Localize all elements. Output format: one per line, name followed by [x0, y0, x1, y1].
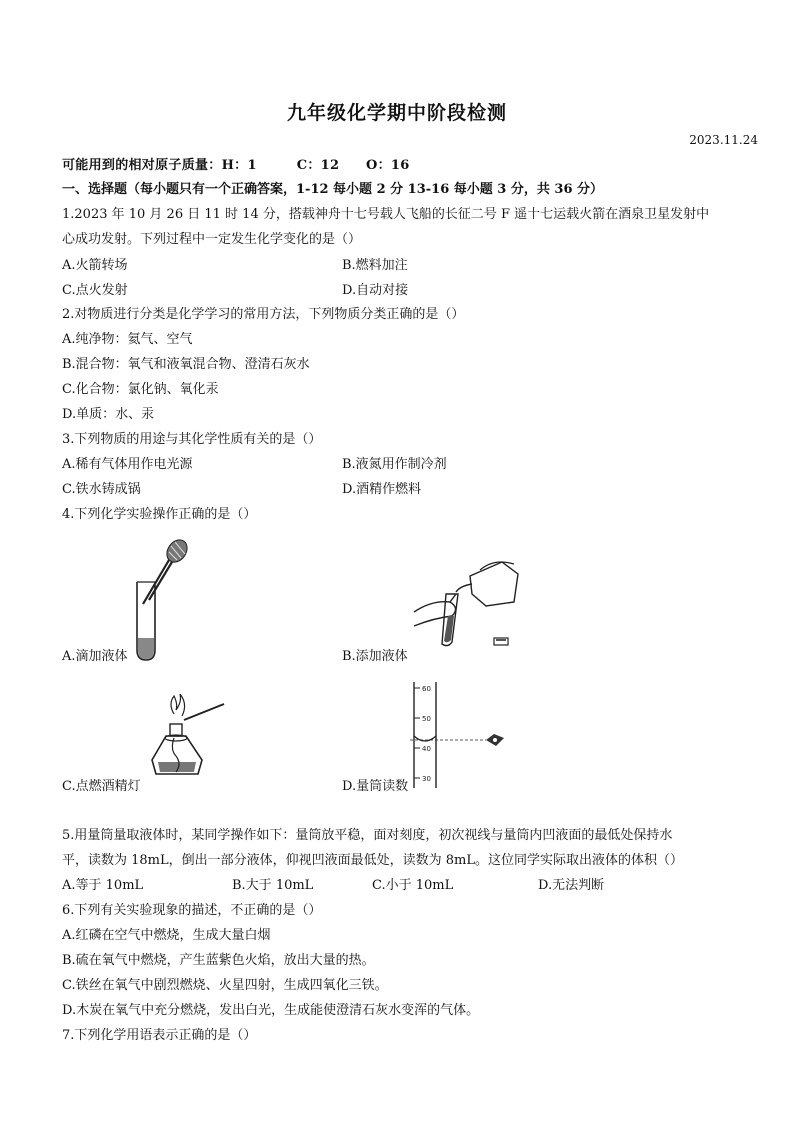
exam-date: 2023.11.24	[689, 133, 758, 147]
scale-label-60: 60	[422, 685, 431, 693]
q1-options-row1	[0, 257, 794, 275]
figure-cylinder-reading	[408, 680, 518, 790]
q3-options-row1	[0, 456, 794, 474]
figure-adding-liquid	[410, 556, 530, 656]
q3-option-d[interactable]: D.酒精作燃料	[342, 482, 422, 497]
page-title: 九年级化学期中阶段检测	[286, 102, 507, 124]
q3-option-a[interactable]: A.稀有气体用作电光源	[62, 457, 193, 472]
q1-stem-line2: 心成功发射。下列过程中一定发生化学变化的是（）	[62, 232, 362, 247]
q6-stem: 6.下列有关实验现象的描述，不正确的是（）	[62, 903, 322, 918]
atomic-mass-line: 可能用到的相对原子质量：H：1 C：12 O：16	[62, 158, 410, 173]
q1-option-a[interactable]: A.火箭转场	[62, 258, 128, 273]
section-heading: 一、选择题（每小题只有一个正确答案，1-12 每小题 2 分 13-16 每小题 3 分，共 36 分）	[62, 182, 604, 197]
q3-stem: 3.下列物质的用途与其化学性质有关的是（）	[62, 432, 322, 447]
q1-option-b[interactable]: B.燃料加注	[342, 258, 408, 273]
q5-stem-line1: 5.用量筒量取液体时，某同学操作如下：量筒放平稳，面对刻度，初次视线与量筒内凹液面的最低处保持水	[62, 828, 673, 843]
q4-option-d[interactable]: D.量筒读数	[342, 779, 409, 794]
q2-option-c[interactable]: C.化合物：氯化钠、氧化汞	[62, 382, 219, 397]
q4-stem: 4.下列化学实验操作正确的是（）	[62, 507, 257, 522]
q2-option-b[interactable]: B.混合物：氧气和液氧混合物、澄清石灰水	[62, 357, 310, 372]
q3-option-c[interactable]: C.铁水铸成锅	[62, 482, 141, 497]
figure-dropping-liquid	[125, 538, 195, 663]
figure-lighting-lamp	[140, 694, 240, 789]
q1-stem-line1: 1.2023 年 10 月 26 日 11 时 14 分，搭载神舟十七号载人飞船的长征二号 F 遥十七运载火箭在酒泉卫星发射中	[62, 207, 710, 222]
q3-options-row2	[0, 481, 794, 499]
q2-stem: 2.对物质进行分类是化学学习的常用方法，下列物质分类正确的是（）	[62, 307, 465, 322]
q5-option-a[interactable]: A.等于 10mL	[62, 878, 144, 893]
q7-stem: 7.下列化学用语表示正确的是（）	[62, 1028, 257, 1043]
q6-option-c[interactable]: C.铁丝在氧气中剧烈燃烧、火星四射，生成四氧化三铁。	[62, 978, 388, 993]
q4-option-a[interactable]: A.滴加液体	[62, 649, 128, 664]
q2-option-d[interactable]: D.单质：水、汞	[62, 407, 155, 422]
q2-option-a[interactable]: A.纯净物：氦气、空气	[62, 332, 193, 347]
q5-option-b[interactable]: B.大于 10mL	[232, 878, 314, 893]
q1-options-row2	[0, 282, 794, 300]
q4-option-c[interactable]: C.点燃酒精灯	[62, 779, 141, 794]
q5-options-row	[0, 877, 794, 895]
q1-option-c[interactable]: C.点火发射	[62, 283, 128, 298]
q5-option-c[interactable]: C.小于 10mL	[372, 878, 454, 893]
q6-option-d[interactable]: D.木炭在氧气中充分燃烧，发出白光，生成能使澄清石灰水变浑的气体。	[62, 1003, 480, 1018]
q6-option-b[interactable]: B.硫在氧气中燃烧，产生蓝紫色火焰，放出大量的热。	[62, 953, 375, 968]
q6-option-a[interactable]: A.红磷在空气中燃烧，生成大量白烟	[62, 928, 271, 943]
q4-option-b[interactable]: B.添加液体	[342, 649, 408, 664]
scale-label-40: 40	[422, 745, 431, 753]
scale-label-30: 30	[422, 775, 431, 783]
q5-option-d[interactable]: D.无法判断	[538, 878, 605, 893]
q5-stem-line2: 平，读数为 18mL，倒出一部分液体，仰视凹液面最低处，读数为 8mL。这位同学实际取出液体的体积（）	[62, 853, 683, 868]
q3-option-b[interactable]: B.液氮用作制冷剂	[342, 457, 447, 472]
scale-label-50: 50	[422, 715, 431, 723]
q1-option-d[interactable]: D.自动对接	[342, 283, 409, 298]
